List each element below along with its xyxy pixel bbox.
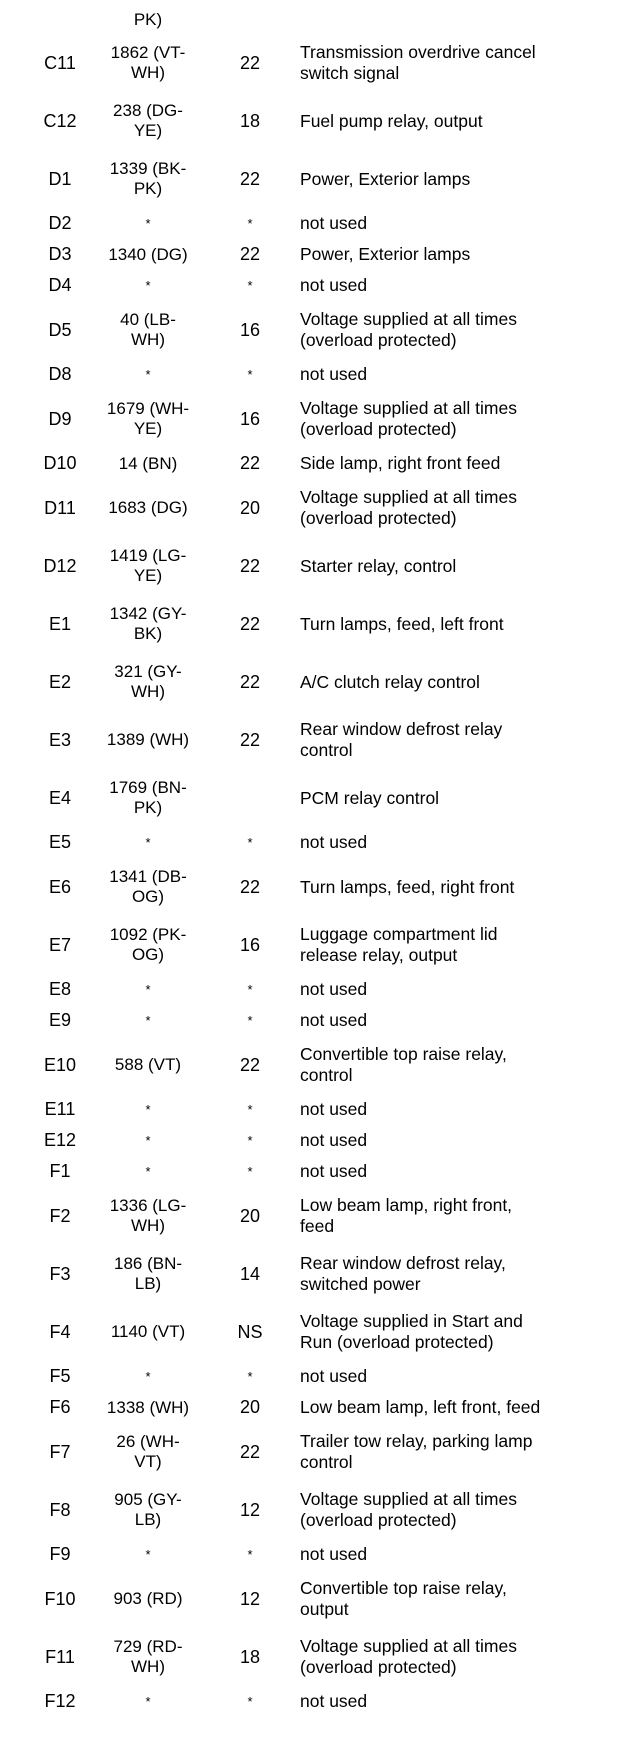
- circuit-line-2: WH): [131, 1216, 165, 1235]
- table-row: [0, 0, 624, 34]
- circuit-line-2: YE): [133, 419, 163, 438]
- function-cell: [300, 1245, 622, 1303]
- pin-cell: D3: [48, 244, 72, 264]
- gauge-cell: 12: [239, 1588, 261, 1609]
- function-line-1: Side lamp, right front feed: [300, 453, 501, 473]
- circuit-line-1: 1769 (BN-: [109, 778, 187, 797]
- pin-cell: F2: [49, 1205, 71, 1226]
- table-row: [0, 769, 624, 827]
- circuit-cell: [92, 916, 204, 974]
- circuit-cell: [92, 479, 204, 537]
- pin-cell: E6: [48, 876, 72, 897]
- function-cell: [300, 974, 622, 1005]
- gauge-cell: 22: [239, 1054, 261, 1075]
- table-row: [0, 1005, 624, 1036]
- circuit-line-2: WH): [131, 63, 165, 82]
- function-cell: [300, 270, 622, 301]
- circuit-line-2: OG): [131, 945, 165, 964]
- function-line-1: Trailer tow relay, parking lamp: [300, 1431, 533, 1451]
- function-line-2: (overload protected): [300, 419, 457, 439]
- function-cell: [300, 827, 622, 858]
- table-row: [0, 390, 624, 448]
- table-row: [0, 916, 624, 974]
- table-row: [0, 1036, 624, 1094]
- table-row: [0, 34, 624, 92]
- circuit-cell: [92, 974, 204, 1005]
- function-cell: [300, 653, 622, 711]
- table-row: [0, 448, 624, 479]
- function-cell: [300, 1156, 622, 1187]
- pin-cell: D8: [48, 364, 72, 384]
- circuit-line-1: 1862 (VT-: [110, 43, 186, 62]
- table-row: [0, 1570, 624, 1628]
- circuit-line-1: 1679 (WH-: [106, 399, 190, 418]
- gauge-cell: *: [247, 1694, 253, 1709]
- table-row: [0, 1094, 624, 1125]
- pin-cell: E1: [48, 613, 72, 634]
- gauge-cell: 16: [239, 408, 261, 429]
- gauge-cell: 22: [239, 168, 261, 189]
- circuit-line-2: LB): [134, 1274, 162, 1293]
- function-line-1: A/C clutch relay control: [300, 671, 480, 692]
- circuit-cell: [92, 390, 204, 448]
- function-cell: [300, 537, 622, 595]
- function-cell: [300, 390, 622, 448]
- circuit-cell: [92, 653, 204, 711]
- function-line-1: not used: [300, 1691, 368, 1711]
- pin-cell: E8: [48, 979, 72, 999]
- function-line-1: Rear window defrost relay,: [300, 1253, 506, 1273]
- pin-cell: F6: [49, 1397, 71, 1417]
- function-cell: [300, 34, 622, 92]
- function-line-1: Low beam lamp, left front, feed: [300, 1397, 541, 1417]
- table-row: [0, 1156, 624, 1187]
- function-cell: [300, 1094, 622, 1125]
- circuit-line-1: 1419 (LG-: [109, 546, 187, 565]
- function-cell: [300, 1005, 622, 1036]
- circuit-line-1: 1338 (WH): [106, 1397, 190, 1417]
- circuit-line-1: *: [145, 981, 151, 997]
- circuit-line-2: OG): [131, 887, 165, 906]
- function-line-1: not used: [300, 1544, 368, 1564]
- function-line-1: Voltage supplied at all times: [300, 1636, 517, 1656]
- function-cell: [300, 1570, 622, 1628]
- table-row: [0, 150, 624, 208]
- function-cell: [300, 858, 622, 916]
- gauge-cell: 22: [239, 876, 261, 897]
- gauge-cell: 20: [239, 1397, 261, 1417]
- gauge-cell: *: [247, 1102, 253, 1117]
- circuit-cell: [92, 711, 204, 769]
- function-line-1: not used: [300, 213, 368, 233]
- circuit-cell: [92, 270, 204, 301]
- circuit-line-2: WH): [131, 682, 165, 701]
- function-line-1: Voltage supplied at all times: [300, 487, 517, 507]
- function-cell: [300, 769, 622, 827]
- circuit-line-1: *: [145, 1012, 151, 1028]
- function-line-1: PCM relay control: [300, 787, 440, 808]
- function-line-2: output: [300, 1599, 349, 1619]
- pin-cell: F5: [49, 1366, 71, 1386]
- circuit-line-1: *: [145, 1132, 151, 1148]
- circuit-cell: [92, 208, 204, 239]
- pin-cell: F10: [44, 1588, 76, 1609]
- function-line-1: Voltage supplied at all times: [300, 1489, 517, 1509]
- gauge-cell: 22: [239, 453, 261, 473]
- function-cell: [300, 1036, 622, 1094]
- gauge-cell: NS: [237, 1321, 263, 1342]
- pin-cell: D1: [48, 168, 72, 189]
- function-cell: [300, 479, 622, 537]
- circuit-line-1: 186 (BN-: [113, 1254, 183, 1273]
- circuit-line-1: 903 (RD): [113, 1589, 183, 1608]
- table-row: [0, 208, 624, 239]
- gauge-cell: [218, 769, 282, 827]
- table-row: [0, 359, 624, 390]
- function-cell: [300, 448, 622, 479]
- pin-cell: F3: [49, 1263, 71, 1284]
- table-row: [0, 1187, 624, 1245]
- circuit-cell: [92, 1481, 204, 1539]
- pin-cell: D5: [48, 319, 72, 340]
- function-cell: [300, 711, 622, 769]
- function-cell: [300, 1392, 622, 1423]
- circuit-cell: [92, 1125, 204, 1156]
- circuit-cell: [92, 1187, 204, 1245]
- function-line-1: not used: [300, 1010, 368, 1030]
- circuit-cell: [92, 537, 204, 595]
- pin-cell: C12: [43, 110, 77, 131]
- table-row: [0, 479, 624, 537]
- gauge-cell: 22: [239, 729, 261, 750]
- function-line-2: control: [300, 740, 353, 760]
- gauge-cell: *: [247, 278, 253, 293]
- function-line-1: Low beam lamp, right front,: [300, 1195, 513, 1215]
- table-row: [0, 301, 624, 359]
- gauge-cell: 20: [239, 1205, 261, 1226]
- table-row: [0, 1423, 624, 1481]
- circuit-line-1: *: [145, 834, 151, 850]
- pin-cell: F12: [44, 1691, 76, 1711]
- gauge-cell: *: [247, 367, 253, 382]
- function-line-2: release relay, output: [300, 945, 458, 965]
- circuit-line-2: BK): [133, 624, 163, 643]
- gauge-cell: 22: [239, 555, 261, 576]
- circuit-line-1: 1140 (VT): [110, 1322, 186, 1341]
- function-line-1: not used: [300, 979, 368, 999]
- gauge-cell: *: [247, 1013, 253, 1028]
- pin-cell: E5: [48, 832, 72, 852]
- function-line-1: not used: [300, 1099, 368, 1119]
- circuit-line-1: *: [145, 1101, 151, 1117]
- circuit-line-2: PK): [133, 179, 163, 198]
- function-line-1: not used: [300, 275, 368, 295]
- gauge-cell: *: [247, 982, 253, 997]
- gauge-cell: 22: [239, 671, 261, 692]
- function-line-1: Convertible top raise relay,: [300, 1044, 507, 1064]
- function-cell: [300, 916, 622, 974]
- function-line-1: Voltage supplied in Start and: [300, 1311, 523, 1331]
- circuit-cell: [92, 769, 204, 827]
- gauge-cell: *: [247, 1133, 253, 1148]
- circuit-cell: [92, 1361, 204, 1392]
- circuit-cell: [92, 34, 204, 92]
- circuit-line-1: 1092 (PK-: [109, 925, 187, 944]
- table-row: [0, 653, 624, 711]
- circuit-cell: [92, 359, 204, 390]
- circuit-cell: [92, 1005, 204, 1036]
- function-cell: [300, 1303, 622, 1361]
- gauge-cell: 14: [239, 1263, 261, 1284]
- function-line-2: feed: [300, 1216, 335, 1236]
- circuit-line-2: PK): [133, 798, 163, 817]
- gauge-cell: 18: [239, 110, 261, 131]
- table-row: [0, 1361, 624, 1392]
- gauge-cell: 22: [239, 52, 261, 73]
- circuit-line-1: *: [145, 1163, 151, 1179]
- pin-cell: F11: [45, 1646, 75, 1667]
- table-row: [0, 595, 624, 653]
- function-cell: [300, 1628, 622, 1686]
- function-line-1: Luggage compartment lid: [300, 924, 498, 944]
- function-line-1: Turn lamps, feed, left front: [300, 613, 504, 634]
- pin-cell: D11: [44, 497, 76, 518]
- function-line-1: not used: [300, 1366, 368, 1386]
- pin-cell: E3: [48, 729, 72, 750]
- function-line-1: not used: [300, 364, 368, 384]
- function-line-1: not used: [300, 1130, 368, 1150]
- circuit-cell: [92, 595, 204, 653]
- circuit-cell: [92, 1539, 204, 1570]
- circuit-line-1: 1683 (DG): [108, 498, 188, 517]
- gauge-cell: *: [247, 835, 253, 850]
- circuit-cell: [92, 1094, 204, 1125]
- circuit-line-2: WH): [131, 330, 165, 349]
- pin-cell: D2: [48, 213, 72, 233]
- pin-cell: F4: [49, 1321, 71, 1342]
- pin-cell: F8: [49, 1499, 71, 1520]
- table-row: [0, 1686, 624, 1717]
- function-line-1: Voltage supplied at all times: [300, 398, 517, 418]
- table-row: [0, 827, 624, 858]
- function-line-1: Convertible top raise relay,: [300, 1578, 507, 1598]
- function-line-1: Rear window defrost relay: [300, 719, 503, 739]
- circuit-line-1: *: [145, 1546, 151, 1562]
- function-cell: [300, 359, 622, 390]
- pin-cell: F9: [49, 1544, 71, 1564]
- function-cell: [300, 1686, 622, 1717]
- circuit-cell: [92, 1036, 204, 1094]
- circuit-cell: [92, 827, 204, 858]
- pin-cell: F7: [49, 1441, 71, 1462]
- gauge-cell: 18: [239, 1646, 261, 1667]
- circuit-cell: [92, 448, 204, 479]
- circuit-cell: [92, 1570, 204, 1628]
- circuit-line-1: 1342 (GY-: [109, 604, 187, 623]
- table-row: [0, 974, 624, 1005]
- function-line-1: Turn lamps, feed, right front: [300, 876, 515, 897]
- function-cell: [300, 1423, 622, 1481]
- circuit-line-1: *: [145, 1368, 151, 1384]
- pin-cell: E12: [43, 1130, 77, 1150]
- circuit-line-1: 1389 (WH): [106, 730, 190, 749]
- pin-cell: E4: [48, 787, 72, 808]
- table-row: [0, 1392, 624, 1423]
- function-line-2: Run (overload protected): [300, 1332, 494, 1352]
- function-cell: [300, 208, 622, 239]
- function-line-2: (overload protected): [300, 1510, 457, 1530]
- function-line-1: Power, Exterior lamps: [300, 168, 471, 189]
- function-line-2: (overload protected): [300, 330, 457, 350]
- pin-cell: E9: [48, 1010, 72, 1030]
- table-row: [0, 1125, 624, 1156]
- table-row: [0, 1303, 624, 1361]
- gauge-cell: 20: [239, 497, 261, 518]
- function-line-2: control: [300, 1452, 353, 1472]
- function-line-1: Transmission overdrive cancel: [300, 42, 536, 62]
- table-row: [0, 270, 624, 301]
- table-row: [0, 1481, 624, 1539]
- circuit-cell: [92, 1156, 204, 1187]
- circuit-cell: [92, 150, 204, 208]
- function-cell: [300, 1481, 622, 1539]
- gauge-cell: 22: [239, 613, 261, 634]
- gauge-cell: *: [247, 1164, 253, 1179]
- circuit-line-1: 729 (RD-: [113, 1637, 183, 1656]
- circuit-cell: [92, 239, 204, 270]
- function-cell: [300, 1539, 622, 1570]
- circuit-line-1: 26 (WH-: [116, 1432, 180, 1451]
- table-row: [0, 1539, 624, 1570]
- circuit-line-1: 1336 (LG-: [109, 1196, 187, 1215]
- table-row: [0, 1628, 624, 1686]
- function-line-2: control: [300, 1065, 353, 1085]
- pin-cell: E2: [48, 671, 72, 692]
- function-cell: [300, 92, 622, 150]
- function-line-2: (overload protected): [300, 508, 457, 528]
- pin-cell: D10: [43, 453, 77, 473]
- function-line-2: (overload protected): [300, 1657, 457, 1677]
- function-cell: [300, 301, 622, 359]
- pin-cell: D9: [48, 408, 72, 429]
- circuit-line-1: *: [145, 215, 151, 231]
- circuit-cell: [92, 1628, 204, 1686]
- circuit-line-1: 905 (GY-: [114, 1490, 182, 1509]
- pin-cell: F1: [49, 1161, 71, 1181]
- circuit-line-2: WH): [131, 1657, 165, 1676]
- circuit-line-1: 40 (LB-: [120, 310, 176, 329]
- function-line-1: Fuel pump relay, output: [300, 110, 483, 131]
- function-line-1: not used: [300, 832, 368, 852]
- pin-cell: E7: [48, 934, 72, 955]
- circuit-line-2: YE): [133, 121, 163, 140]
- table-row: [0, 239, 624, 270]
- table-row: [0, 858, 624, 916]
- pin-cell: C11: [44, 52, 76, 73]
- gauge-cell: *: [247, 1547, 253, 1562]
- function-cell: [300, 150, 622, 208]
- circuit-cell: [92, 858, 204, 916]
- table-row: [0, 92, 624, 150]
- circuit-line-1: 14 (BN): [118, 453, 178, 473]
- circuit-line-2: YE): [133, 566, 163, 585]
- function-cell: [300, 1187, 622, 1245]
- gauge-cell: *: [247, 216, 253, 231]
- circuit-cell: [92, 1392, 204, 1423]
- gauge-cell: 22: [239, 1441, 261, 1462]
- circuit-cell: [92, 1423, 204, 1481]
- function-line-1: Starter relay, control: [300, 555, 457, 576]
- gauge-cell: 16: [239, 319, 261, 340]
- circuit-line-1: 1341 (DB-: [109, 867, 187, 886]
- function-cell: [300, 239, 622, 270]
- circuit-cell: [92, 1303, 204, 1361]
- table-row: [0, 1245, 624, 1303]
- function-cell: [300, 595, 622, 653]
- circuit-line-1: *: [145, 277, 151, 293]
- circuit-line-2: VT): [134, 1452, 162, 1471]
- gauge-cell: 22: [239, 244, 261, 264]
- gauge-cell: *: [247, 1369, 253, 1384]
- circuit-line-1: 238 (DG-: [113, 101, 183, 120]
- circuit-cell: [92, 1245, 204, 1303]
- function-line-2: switch signal: [300, 63, 400, 83]
- circuit-line-2: LB): [134, 1510, 162, 1529]
- circuit-line-1: 588 (VT): [114, 1055, 182, 1074]
- circuit-cell: [92, 92, 204, 150]
- circuit-line-1: 1339 (BK-: [109, 159, 187, 178]
- function-cell: [300, 1361, 622, 1392]
- circuit-line-1: *: [145, 1693, 151, 1709]
- function-line-1: not used: [300, 1161, 368, 1181]
- circuit-line-1: 1340 (DG): [108, 244, 188, 264]
- table-body: [0, 34, 624, 1717]
- pin-cell: E11: [44, 1099, 76, 1119]
- gauge-cell: 16: [239, 934, 261, 955]
- function-line-1: Voltage supplied at all times: [300, 309, 517, 329]
- gauge-cell: 12: [239, 1499, 261, 1520]
- function-line-2: switched power: [300, 1274, 421, 1294]
- pin-cell: E10: [43, 1054, 77, 1075]
- circuit-line-1: 321 (GY-: [114, 662, 182, 681]
- circuit-cell: PK): [133, 10, 163, 29]
- circuit-cell: [92, 301, 204, 359]
- circuit-line-1: *: [145, 366, 151, 382]
- pin-cell: D4: [48, 275, 72, 295]
- function-cell: [300, 1125, 622, 1156]
- pin-cell: D12: [43, 555, 77, 576]
- circuit-cell: [92, 1686, 204, 1717]
- function-line-1: Power, Exterior lamps: [300, 244, 471, 264]
- table-row: [0, 537, 624, 595]
- table-row: [0, 711, 624, 769]
